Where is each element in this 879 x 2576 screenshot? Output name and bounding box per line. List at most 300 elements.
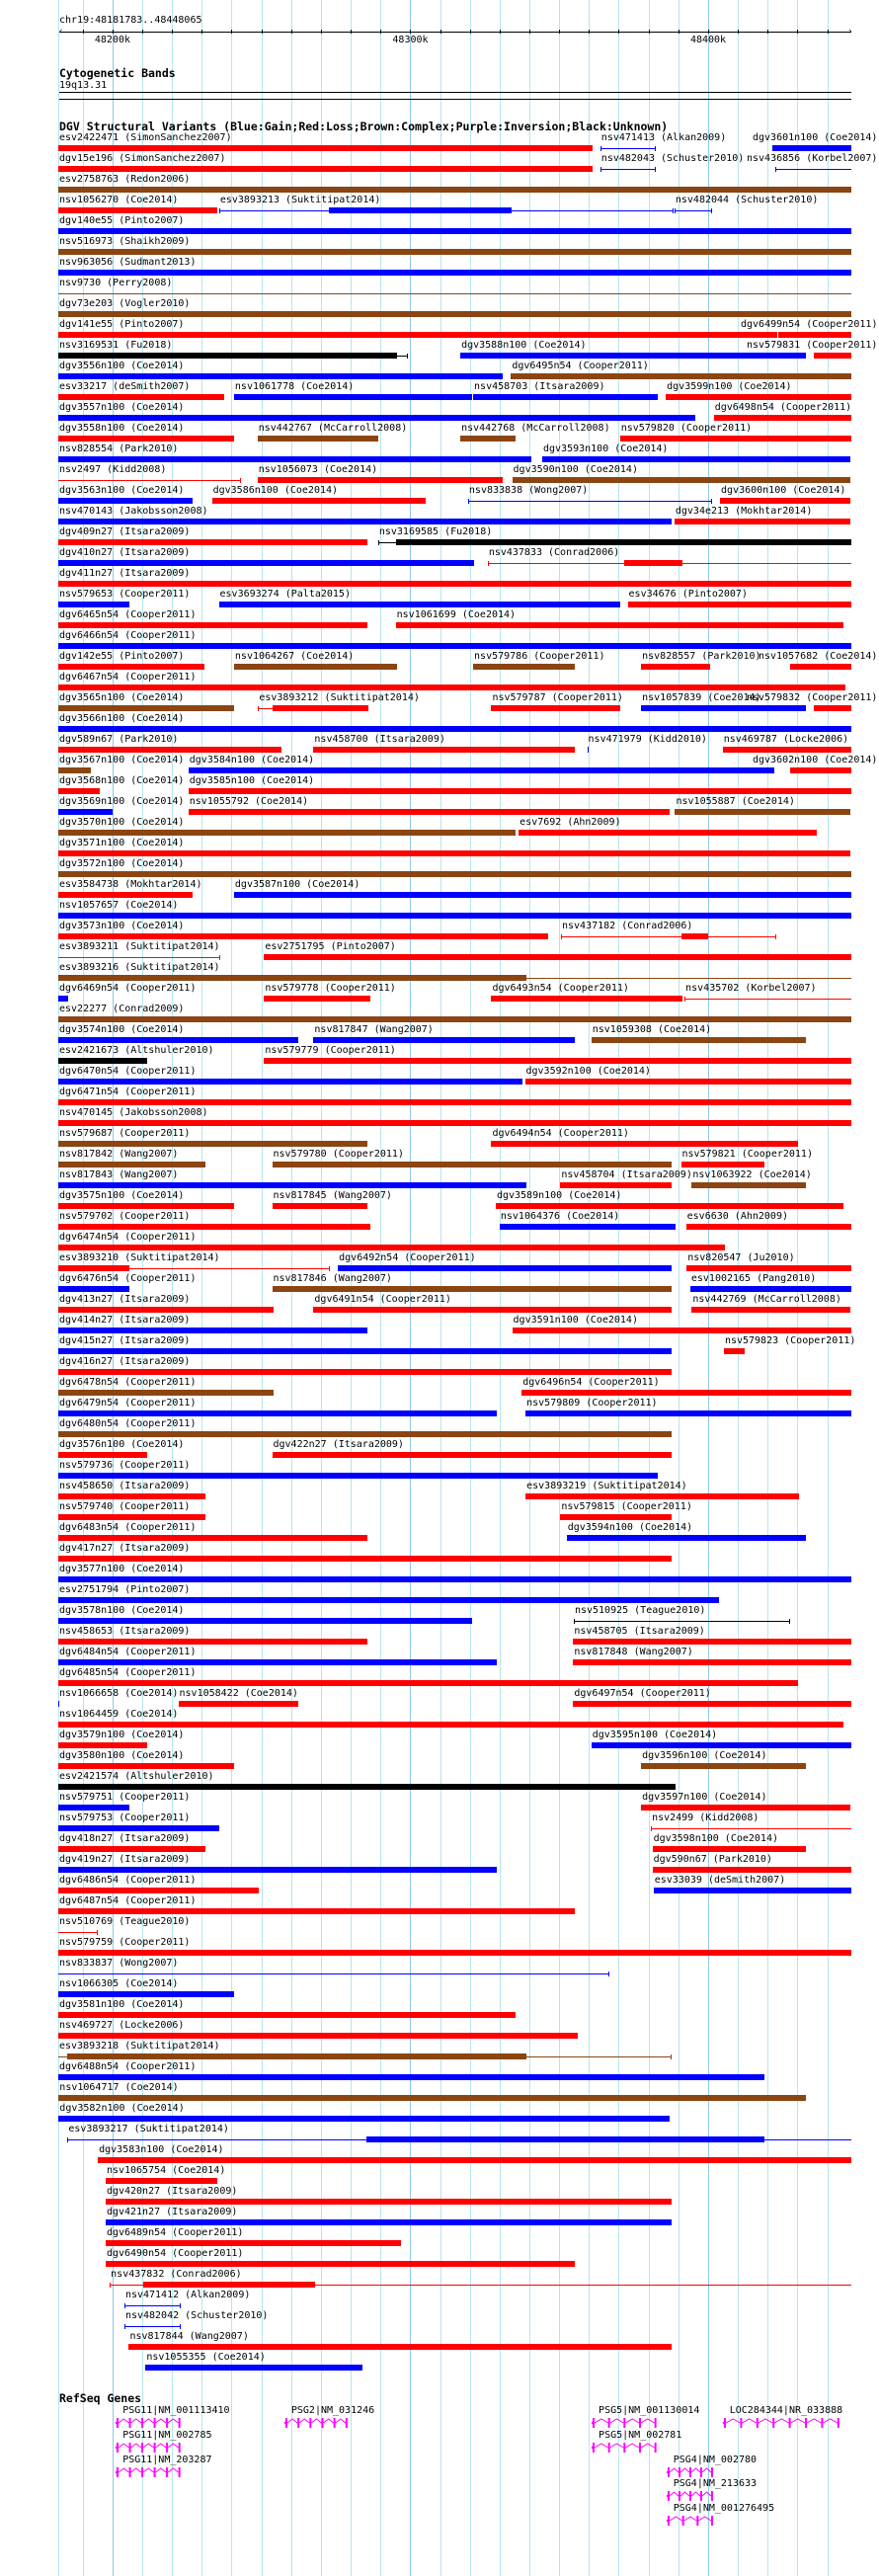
sv-bar[interactable] bbox=[491, 1141, 798, 1147]
sv-bar[interactable] bbox=[654, 1888, 851, 1893]
sv-bar[interactable] bbox=[560, 1514, 672, 1520]
sv-label[interactable]: nsv1056270 (Coe2014) bbox=[59, 195, 179, 205]
gene-label[interactable]: PSG5|NM_002781 bbox=[599, 2429, 682, 2441]
sv-bar[interactable] bbox=[58, 2033, 578, 2039]
sv-bar[interactable] bbox=[58, 1390, 274, 1396]
sv-label[interactable]: dgv416n27 (Itsara2009) bbox=[59, 1356, 191, 1367]
sv-bar[interactable] bbox=[329, 207, 512, 213]
sv-extent-line[interactable] bbox=[574, 1621, 790, 1622]
sv-label[interactable]: nsv9730 (Perry2008) bbox=[59, 278, 173, 288]
sv-label[interactable]: dgv141e55 (Pinto2007) bbox=[59, 319, 185, 330]
sv-bar[interactable] bbox=[58, 1141, 367, 1147]
sv-label[interactable]: dgv3591n100 (Coe2014) bbox=[513, 1315, 638, 1326]
sv-label[interactable]: dgv3587n100 (Coe2014) bbox=[234, 879, 360, 890]
sv-label[interactable]: nsv436856 (Korbel2007) bbox=[747, 153, 878, 164]
sv-label[interactable]: nsv579821 (Cooper2011) bbox=[681, 1149, 813, 1160]
sv-label[interactable]: nsv2499 (Kidd2008) bbox=[652, 1812, 759, 1823]
sv-label[interactable]: nsv817848 (Wang2007) bbox=[574, 1647, 693, 1657]
sv-label[interactable]: dgv3579n100 (Coe2014) bbox=[59, 1730, 185, 1740]
sv-extent-line[interactable] bbox=[684, 999, 851, 1000]
sv-label[interactable]: dgv3589n100 (Coe2014) bbox=[496, 1190, 622, 1201]
sv-label[interactable]: esv34676 (Pinto2007) bbox=[628, 589, 748, 600]
sv-label[interactable]: dgv6478n54 (Cooper2011) bbox=[59, 1377, 197, 1388]
sv-bar[interactable] bbox=[573, 1701, 851, 1707]
sv-label[interactable]: nsv833837 (Wong2007) bbox=[59, 1958, 179, 1969]
sv-bar[interactable] bbox=[143, 2282, 314, 2288]
sv-bar[interactable] bbox=[98, 2157, 851, 2163]
sv-label[interactable]: nsv437833 (Conrad2006) bbox=[488, 547, 620, 558]
sv-bar[interactable] bbox=[666, 394, 851, 400]
gene-structure-icon[interactable] bbox=[115, 2442, 183, 2454]
sv-label[interactable]: dgv417n27 (Itsara2009) bbox=[59, 1543, 191, 1554]
sv-label[interactable]: nsv482044 (Schuster2010) bbox=[675, 195, 819, 205]
sv-label[interactable]: dgv6484n54 (Cooper2011) bbox=[59, 1647, 197, 1657]
sv-label[interactable]: nsv1065754 (Coe2014) bbox=[106, 2165, 226, 2176]
sv-label[interactable]: nsv963056 (Sudmant2013) bbox=[59, 257, 197, 268]
sv-label[interactable]: dgv3571n100 (Coe2014) bbox=[59, 838, 185, 848]
sv-label[interactable]: esv3893216 (Suktitipat2014) bbox=[59, 962, 220, 973]
sv-label[interactable]: dgv3600n100 (Coe2014) bbox=[721, 485, 846, 496]
sv-label[interactable]: nsv1061778 (Coe2014) bbox=[234, 381, 355, 392]
sv-bar[interactable] bbox=[264, 954, 851, 960]
sv-extent-line[interactable] bbox=[468, 501, 713, 502]
sv-bar[interactable] bbox=[58, 705, 234, 711]
sv-label[interactable]: dgv3567n100 (Coe2014) bbox=[59, 755, 185, 765]
sv-bar[interactable] bbox=[58, 1016, 851, 1022]
sv-label[interactable]: dgv3576n100 (Coe2014) bbox=[59, 1439, 185, 1450]
sv-bar[interactable] bbox=[58, 1120, 851, 1126]
sv-bar[interactable] bbox=[58, 1784, 676, 1790]
sv-label[interactable]: dgv3578n100 (Coe2014) bbox=[59, 1605, 185, 1616]
sv-label[interactable]: nsv828557 (Park2010) bbox=[642, 651, 761, 662]
sv-label[interactable]: dgv3573n100 (Coe2014) bbox=[59, 921, 185, 931]
sv-bar[interactable] bbox=[58, 1867, 497, 1873]
sv-label[interactable]: dgv6479n54 (Cooper2011) bbox=[59, 1398, 197, 1409]
sv-bar[interactable] bbox=[58, 581, 851, 587]
sv-bar[interactable] bbox=[521, 1390, 851, 1396]
sv-label[interactable]: esv3893211 (Suktitipat2014) bbox=[59, 941, 220, 952]
sv-label[interactable]: dgv6467n54 (Cooper2011) bbox=[59, 672, 197, 683]
sv-label[interactable]: dgv6495n54 (Cooper2011) bbox=[512, 361, 649, 371]
sv-label[interactable]: nsv579823 (Cooper2011) bbox=[724, 1335, 856, 1346]
sv-extent-line[interactable] bbox=[600, 169, 657, 170]
sv-label[interactable]: dgv6466n54 (Cooper2011) bbox=[59, 630, 197, 641]
sv-bar[interactable] bbox=[58, 871, 851, 877]
sv-bar[interactable] bbox=[491, 996, 681, 1002]
sv-label[interactable]: dgv142e55 (Pinto2007) bbox=[59, 651, 185, 662]
sv-bar[interactable] bbox=[145, 2365, 362, 2371]
sv-extent-line[interactable] bbox=[58, 1973, 609, 1974]
sv-bar[interactable] bbox=[58, 2074, 764, 2080]
sv-label[interactable]: nsv579687 (Cooper2011) bbox=[59, 1128, 191, 1139]
sv-bar[interactable] bbox=[628, 602, 851, 607]
sv-label[interactable]: nsv510769 (Teague2010) bbox=[59, 1916, 191, 1927]
sv-bar[interactable] bbox=[234, 892, 851, 898]
sv-label[interactable]: nsv817847 (Wang2007) bbox=[314, 1024, 434, 1035]
sv-label[interactable]: dgv3570n100 (Coe2014) bbox=[59, 817, 185, 828]
sv-bar[interactable] bbox=[58, 1701, 59, 1707]
sv-bar[interactable] bbox=[58, 1722, 843, 1728]
sv-bar[interactable] bbox=[106, 2178, 217, 2184]
sv-bar[interactable] bbox=[460, 353, 806, 359]
sv-bar[interactable] bbox=[396, 622, 844, 628]
sv-label[interactable]: dgv3558n100 (Coe2014) bbox=[59, 423, 185, 434]
sv-label[interactable]: dgv6488n54 (Cooper2011) bbox=[59, 2061, 197, 2072]
sv-bar[interactable] bbox=[525, 1410, 851, 1416]
gene-label[interactable]: PSG5|NM_001130014 bbox=[599, 2405, 700, 2416]
sv-bar[interactable] bbox=[691, 1182, 805, 1188]
sv-bar[interactable] bbox=[690, 1286, 851, 1292]
sv-bar[interactable] bbox=[58, 415, 695, 421]
sv-bar[interactable] bbox=[58, 1950, 851, 1956]
sv-label[interactable]: dgv3572n100 (Coe2014) bbox=[59, 858, 185, 869]
sv-label[interactable]: dgv3581n100 (Coe2014) bbox=[59, 1999, 185, 2010]
sv-label[interactable]: nsv820547 (Ju2010) bbox=[687, 1252, 795, 1263]
sv-label[interactable]: nsv579780 (Cooper2011) bbox=[273, 1149, 404, 1160]
gene-structure-icon[interactable] bbox=[115, 2417, 183, 2429]
sv-extent-line[interactable] bbox=[675, 210, 713, 211]
sv-extent-line[interactable] bbox=[600, 148, 657, 149]
sv-label[interactable]: dgv410n27 (Itsara2009) bbox=[59, 547, 191, 558]
sv-bar[interactable] bbox=[714, 415, 851, 421]
sv-label[interactable]: dgv6493n54 (Cooper2011) bbox=[492, 983, 629, 994]
sv-label[interactable]: dgv15e196 (SimonSanchez2007) bbox=[59, 153, 226, 164]
sv-bar[interactable] bbox=[513, 1328, 851, 1333]
sv-label[interactable]: esv2421673 (Altshuler2010) bbox=[59, 1045, 214, 1056]
gene-structure-icon[interactable] bbox=[283, 2417, 350, 2429]
sv-bar[interactable] bbox=[58, 1576, 851, 1582]
sv-label[interactable]: nsv817844 (Wang2007) bbox=[129, 2331, 249, 2342]
gene-label[interactable]: PSG4|NM_213633 bbox=[673, 2478, 758, 2490]
sv-bar[interactable] bbox=[460, 436, 516, 442]
sv-bar[interactable] bbox=[473, 664, 575, 670]
sv-label[interactable]: dgv73e203 (Vogler2010) bbox=[59, 298, 191, 309]
sv-label[interactable]: dgv6497n54 (Cooper2011) bbox=[574, 1688, 711, 1699]
gene-structure-icon[interactable] bbox=[591, 2442, 659, 2454]
sv-label[interactable]: esv2422471 (SimonSanchez2007) bbox=[59, 132, 232, 143]
sv-label[interactable]: dgv6494n54 (Cooper2011) bbox=[492, 1128, 629, 1139]
sv-bar[interactable] bbox=[58, 1763, 234, 1769]
sv-label[interactable]: dgv589n67 (Park2010) bbox=[59, 734, 179, 745]
sv-label[interactable]: dgv6498n54 (Cooper2011) bbox=[714, 402, 852, 413]
sv-label[interactable]: nsv469787 (Locke2006) bbox=[723, 734, 849, 745]
sv-label[interactable]: nsv579815 (Cooper2011) bbox=[561, 1501, 692, 1512]
sv-bar[interactable] bbox=[592, 1037, 806, 1043]
sv-bar[interactable] bbox=[573, 1659, 851, 1665]
sv-label[interactable]: esv2758763 (Redon2006) bbox=[59, 174, 191, 185]
sv-label[interactable]: nsv437832 (Conrad2006) bbox=[111, 2269, 242, 2280]
sv-label[interactable]: dgv3597n100 (Coe2014) bbox=[642, 1792, 767, 1803]
sv-label[interactable]: nsv579778 (Cooper2011) bbox=[265, 983, 396, 994]
sv-bar[interactable] bbox=[58, 850, 850, 856]
sv-label[interactable]: dgv3598n100 (Coe2014) bbox=[653, 1833, 778, 1844]
sv-label[interactable]: nsv3169585 (Fu2018) bbox=[378, 526, 493, 537]
sv-bar[interactable] bbox=[653, 1846, 806, 1852]
sv-bar[interactable] bbox=[573, 1639, 851, 1645]
sv-bar[interactable] bbox=[681, 1162, 764, 1167]
sv-label[interactable]: nsv1061699 (Coe2014) bbox=[396, 609, 517, 620]
sv-label[interactable]: nsv579809 (Cooper2011) bbox=[526, 1398, 658, 1409]
cytoband-19q13.31[interactable] bbox=[59, 92, 851, 100]
sv-label[interactable]: esv2751795 (Pinto2007) bbox=[265, 941, 396, 952]
sv-bar[interactable] bbox=[58, 2116, 669, 2122]
sv-label[interactable]: dgv3566n100 (Coe2014) bbox=[59, 713, 185, 724]
sv-bar[interactable] bbox=[58, 1058, 147, 1064]
sv-label[interactable]: dgv3583n100 (Coe2014) bbox=[99, 2144, 224, 2155]
sv-label[interactable]: nsv579653 (Cooper2011) bbox=[59, 589, 191, 600]
sv-bar[interactable] bbox=[560, 1182, 672, 1188]
sv-label[interactable]: dgv3565n100 (Coe2014) bbox=[59, 692, 185, 703]
dgv-track-title[interactable]: DGV Structural Variants (Blue:Gain;Red:Loss;Brown:Complex;Purple:Inversion;Black:Unknown) bbox=[59, 120, 669, 133]
sv-label[interactable]: nsv828554 (Park2010) bbox=[59, 443, 179, 454]
sv-bar[interactable] bbox=[273, 705, 368, 711]
sv-label[interactable]: dgv6499n54 (Cooper2011) bbox=[741, 319, 878, 330]
sv-label[interactable]: nsv1059308 (Coe2014) bbox=[592, 1024, 712, 1035]
sv-label[interactable]: dgv6471n54 (Cooper2011) bbox=[59, 1087, 197, 1097]
sv-label[interactable]: nsv579786 (Cooper2011) bbox=[474, 651, 605, 662]
sv-label[interactable]: esv3893213 (Suktitipat2014) bbox=[219, 195, 381, 205]
sv-label[interactable]: esv22277 (Conrad2009) bbox=[59, 1004, 185, 1014]
sv-bar[interactable] bbox=[58, 622, 367, 628]
sv-bar[interactable] bbox=[814, 705, 851, 711]
sv-label[interactable]: nsv442768 (McCarroll2008) bbox=[461, 423, 610, 434]
sv-label[interactable]: nsv579759 (Cooper2011) bbox=[59, 1937, 191, 1948]
sv-label[interactable]: nsv437182 (Conrad2006) bbox=[561, 921, 693, 931]
sv-label[interactable]: dgv3602n100 (Coe2014) bbox=[753, 755, 878, 765]
sv-label[interactable]: nsv1057682 (Coe2014) bbox=[759, 651, 878, 662]
sv-bar[interactable] bbox=[58, 249, 851, 255]
sv-label[interactable]: nsv3169531 (Fu2018) bbox=[59, 340, 173, 351]
sv-extent-line[interactable] bbox=[561, 936, 776, 937]
sv-label[interactable]: nsv579787 (Cooper2011) bbox=[492, 692, 623, 703]
sv-label[interactable]: nsv1066658 (Coe2014) bbox=[59, 1688, 179, 1699]
sv-label[interactable]: nsv579820 (Cooper2011) bbox=[620, 423, 753, 434]
gene-structure-icon[interactable] bbox=[722, 2417, 841, 2429]
sv-label[interactable]: dgv6474n54 (Cooper2011) bbox=[59, 1232, 197, 1243]
sv-label[interactable]: nsv1057657 (Coe2014) bbox=[59, 900, 179, 911]
sv-label[interactable]: esv3693274 (Palta2015) bbox=[219, 589, 351, 600]
gene-structure-icon[interactable] bbox=[591, 2417, 659, 2429]
sv-label[interactable]: nsv1058422 (Coe2014) bbox=[179, 1688, 298, 1699]
sv-bar[interactable] bbox=[772, 145, 851, 151]
sv-label[interactable]: nsv471413 (Alkan2009) bbox=[600, 132, 727, 143]
sv-label[interactable]: nsv1055355 (Coe2014) bbox=[146, 2352, 266, 2363]
sv-bar[interactable] bbox=[189, 767, 774, 773]
sv-label[interactable]: esv3893219 (Suktitipat2014) bbox=[526, 1481, 687, 1491]
sv-bar[interactable] bbox=[58, 1535, 367, 1541]
sv-label[interactable]: dgv3569n100 (Coe2014) bbox=[59, 796, 185, 807]
sv-label[interactable]: nsv458650 (Itsara2009) bbox=[59, 1481, 191, 1491]
sv-bar[interactable] bbox=[58, 1224, 370, 1230]
sv-bar[interactable] bbox=[624, 560, 682, 566]
sv-label[interactable]: esv33217 (deSmith2007) bbox=[59, 381, 191, 392]
sv-label[interactable]: dgv6491n54 (Cooper2011) bbox=[314, 1294, 451, 1305]
sv-label[interactable]: esv3893210 (Suktitipat2014) bbox=[59, 1252, 220, 1263]
sv-label[interactable]: dgv6480n54 (Cooper2011) bbox=[59, 1418, 197, 1429]
sv-bar[interactable] bbox=[58, 1639, 367, 1645]
sv-label[interactable]: nsv435702 (Korbel2007) bbox=[685, 983, 817, 994]
sv-bar[interactable] bbox=[790, 664, 851, 670]
sv-bar[interactable] bbox=[58, 270, 851, 276]
sv-bar[interactable] bbox=[58, 332, 777, 338]
sv-bar[interactable] bbox=[681, 933, 708, 939]
sv-bar[interactable] bbox=[641, 664, 710, 670]
sv-label[interactable]: esv33039 (deSmith2007) bbox=[654, 1875, 786, 1886]
sv-label[interactable]: nsv2497 (Kidd2008) bbox=[59, 464, 167, 475]
sv-bar[interactable] bbox=[234, 664, 397, 670]
sv-label[interactable]: dgv3585n100 (Coe2014) bbox=[189, 775, 315, 786]
sv-bar[interactable] bbox=[58, 373, 503, 379]
sv-bar[interactable] bbox=[790, 767, 851, 773]
sv-bar[interactable] bbox=[58, 1431, 672, 1437]
sv-bar[interactable] bbox=[58, 1908, 575, 1914]
sv-bar[interactable] bbox=[58, 1452, 147, 1458]
sv-bar[interactable] bbox=[691, 1307, 850, 1313]
gene-structure-icon[interactable] bbox=[666, 2515, 715, 2527]
sv-bar[interactable] bbox=[653, 1867, 851, 1873]
sv-bar[interactable] bbox=[58, 436, 234, 442]
gene-label[interactable]: PSG11|NM_001113410 bbox=[122, 2405, 230, 2416]
sv-label[interactable]: nsv1057839 (Coe2014) bbox=[642, 692, 761, 703]
sv-bar[interactable] bbox=[58, 664, 204, 670]
sv-bar[interactable] bbox=[519, 830, 817, 836]
sv-label[interactable]: dgv6492n54 (Cooper2011) bbox=[339, 1252, 476, 1263]
sv-bar[interactable] bbox=[58, 996, 68, 1002]
sv-bar[interactable] bbox=[58, 1680, 798, 1686]
sv-bar[interactable] bbox=[313, 1037, 574, 1043]
sv-label[interactable]: dgv6490n54 (Cooper2011) bbox=[106, 2248, 244, 2259]
sv-bar[interactable] bbox=[58, 1162, 205, 1167]
sv-label[interactable]: dgv6496n54 (Cooper2011) bbox=[522, 1377, 660, 1388]
sv-label[interactable]: esv6630 (Ahn2009) bbox=[686, 1211, 788, 1222]
sv-label[interactable]: nsv442767 (McCarroll2008) bbox=[258, 423, 408, 434]
sv-bar[interactable] bbox=[396, 539, 851, 545]
sv-bar[interactable] bbox=[58, 1597, 719, 1603]
sv-bar[interactable] bbox=[58, 726, 851, 732]
sv-bar[interactable] bbox=[58, 394, 224, 400]
sv-bar[interactable] bbox=[686, 1265, 851, 1271]
sv-bar[interactable] bbox=[58, 602, 129, 607]
sv-bar[interactable] bbox=[58, 1846, 205, 1852]
sv-bar[interactable] bbox=[58, 1079, 522, 1085]
sv-label[interactable]: dgv140e55 (Pinto2007) bbox=[59, 215, 185, 226]
sv-bar[interactable] bbox=[338, 1265, 672, 1271]
sv-bar[interactable] bbox=[58, 933, 548, 939]
sv-bar[interactable] bbox=[588, 747, 590, 753]
sv-extent-line[interactable] bbox=[58, 293, 851, 294]
sv-label[interactable]: nsv510925 (Teague2010) bbox=[574, 1605, 706, 1616]
sv-label[interactable]: dgv6476n54 (Cooper2011) bbox=[59, 1273, 197, 1284]
sv-bar[interactable] bbox=[58, 1493, 205, 1499]
sv-bar[interactable] bbox=[58, 145, 593, 151]
sv-label[interactable]: nsv1064376 (Coe2014) bbox=[500, 1211, 620, 1222]
gene-label[interactable]: PSG4|NM_001276495 bbox=[673, 2503, 775, 2515]
sv-label[interactable]: dgv6465n54 (Cooper2011) bbox=[59, 609, 197, 620]
sv-label[interactable]: nsv817842 (Wang2007) bbox=[59, 1149, 179, 1160]
sv-bar[interactable] bbox=[511, 373, 851, 379]
sv-bar[interactable] bbox=[106, 2240, 401, 2246]
sv-bar[interactable] bbox=[58, 1245, 725, 1250]
sv-bar[interactable] bbox=[58, 560, 474, 566]
sv-bar[interactable] bbox=[58, 1556, 672, 1562]
sv-bar[interactable] bbox=[58, 166, 593, 172]
sv-bar[interactable] bbox=[58, 228, 851, 234]
sv-label[interactable]: dgv34e213 (Mokhtar2014) bbox=[675, 506, 813, 517]
sv-bar[interactable] bbox=[273, 1162, 673, 1167]
sv-label[interactable]: esv7692 (Ahn2009) bbox=[519, 817, 621, 828]
sv-bar[interactable] bbox=[58, 1514, 205, 1520]
sv-label[interactable]: nsv470143 (Jakobsson2008) bbox=[59, 506, 208, 517]
sv-bar[interactable] bbox=[58, 913, 851, 919]
sv-label[interactable]: nsv1064459 (Coe2014) bbox=[59, 1709, 179, 1720]
sv-label[interactable]: nsv817843 (Wang2007) bbox=[59, 1169, 179, 1180]
sv-bar[interactable] bbox=[58, 1099, 851, 1105]
sv-bar[interactable] bbox=[58, 1742, 147, 1748]
sv-bar[interactable] bbox=[58, 809, 113, 815]
sv-label[interactable]: dgv3586n100 (Coe2014) bbox=[212, 485, 339, 496]
sv-bar[interactable] bbox=[106, 2219, 673, 2225]
sv-bar[interactable] bbox=[686, 1224, 851, 1230]
sv-bar[interactable] bbox=[58, 830, 516, 836]
sv-bar[interactable] bbox=[675, 809, 850, 815]
sv-bar[interactable] bbox=[189, 809, 670, 815]
sv-label[interactable]: dgv6469n54 (Cooper2011) bbox=[59, 983, 197, 994]
sv-label[interactable]: dgv3584n100 (Coe2014) bbox=[189, 755, 315, 765]
sv-bar[interactable] bbox=[58, 1473, 658, 1479]
sv-bar[interactable] bbox=[58, 2095, 806, 2101]
sv-label[interactable]: dgv3563n100 (Coe2014) bbox=[59, 485, 185, 496]
sv-bar[interactable] bbox=[491, 705, 620, 711]
sv-extent-line[interactable] bbox=[124, 2305, 181, 2306]
sv-bar[interactable] bbox=[58, 2012, 516, 2018]
sv-label[interactable]: nsv1063922 (Coe2014) bbox=[692, 1169, 812, 1180]
sv-label[interactable]: nsv1064267 (Coe2014) bbox=[234, 651, 355, 662]
sv-label[interactable]: nsv1055792 (Coe2014) bbox=[189, 796, 309, 807]
sv-label[interactable]: nsv482042 (Schuster2010) bbox=[124, 2310, 269, 2321]
sv-bar[interactable] bbox=[58, 1991, 234, 1997]
sv-label[interactable]: dgv419n27 (Itsara2009) bbox=[59, 1854, 191, 1865]
gene-structure-icon[interactable] bbox=[666, 2466, 715, 2478]
sv-label[interactable]: nsv458653 (Itsara2009) bbox=[59, 1626, 191, 1637]
sv-label[interactable]: dgv6485n54 (Cooper2011) bbox=[59, 1667, 197, 1678]
sv-extent-line[interactable] bbox=[58, 1932, 98, 1933]
sv-label[interactable]: nsv482043 (Schuster2010) bbox=[600, 153, 745, 164]
sv-bar[interactable] bbox=[58, 207, 217, 213]
sv-bar[interactable] bbox=[58, 1805, 129, 1811]
sv-label[interactable]: esv3893212 (Suktitipat2014) bbox=[259, 692, 420, 703]
sv-bar[interactable] bbox=[58, 1618, 472, 1624]
sv-bar[interactable] bbox=[234, 394, 472, 400]
sv-label[interactable]: dgv6470n54 (Cooper2011) bbox=[59, 1066, 197, 1077]
sv-label[interactable]: esv1002165 (Pang2010) bbox=[690, 1273, 817, 1284]
sv-bar[interactable] bbox=[313, 1307, 672, 1313]
sv-extent-line[interactable] bbox=[775, 169, 851, 170]
sv-bar[interactable] bbox=[723, 747, 851, 753]
sv-label[interactable]: nsv458704 (Itsara2009) bbox=[561, 1169, 692, 1180]
sv-label[interactable]: dgv3595n100 (Coe2014) bbox=[592, 1730, 718, 1740]
sv-label[interactable]: dgv3577n100 (Coe2014) bbox=[59, 1564, 185, 1574]
sv-bar[interactable] bbox=[58, 788, 100, 794]
sv-bar[interactable] bbox=[58, 1037, 298, 1043]
sv-label[interactable]: dgv3568n100 (Coe2014) bbox=[59, 775, 185, 786]
sv-bar[interactable] bbox=[264, 1058, 851, 1064]
sv-label[interactable]: dgv422n27 (Itsara2009) bbox=[273, 1439, 404, 1450]
sv-bar[interactable] bbox=[58, 311, 851, 317]
sv-label[interactable]: esv2751794 (Pinto2007) bbox=[59, 1584, 191, 1595]
sv-label[interactable]: nsv471979 (Kidd2010) bbox=[588, 734, 707, 745]
sv-label[interactable]: nsv458700 (Itsara2009) bbox=[314, 734, 445, 745]
sv-bar[interactable] bbox=[67, 2053, 526, 2059]
